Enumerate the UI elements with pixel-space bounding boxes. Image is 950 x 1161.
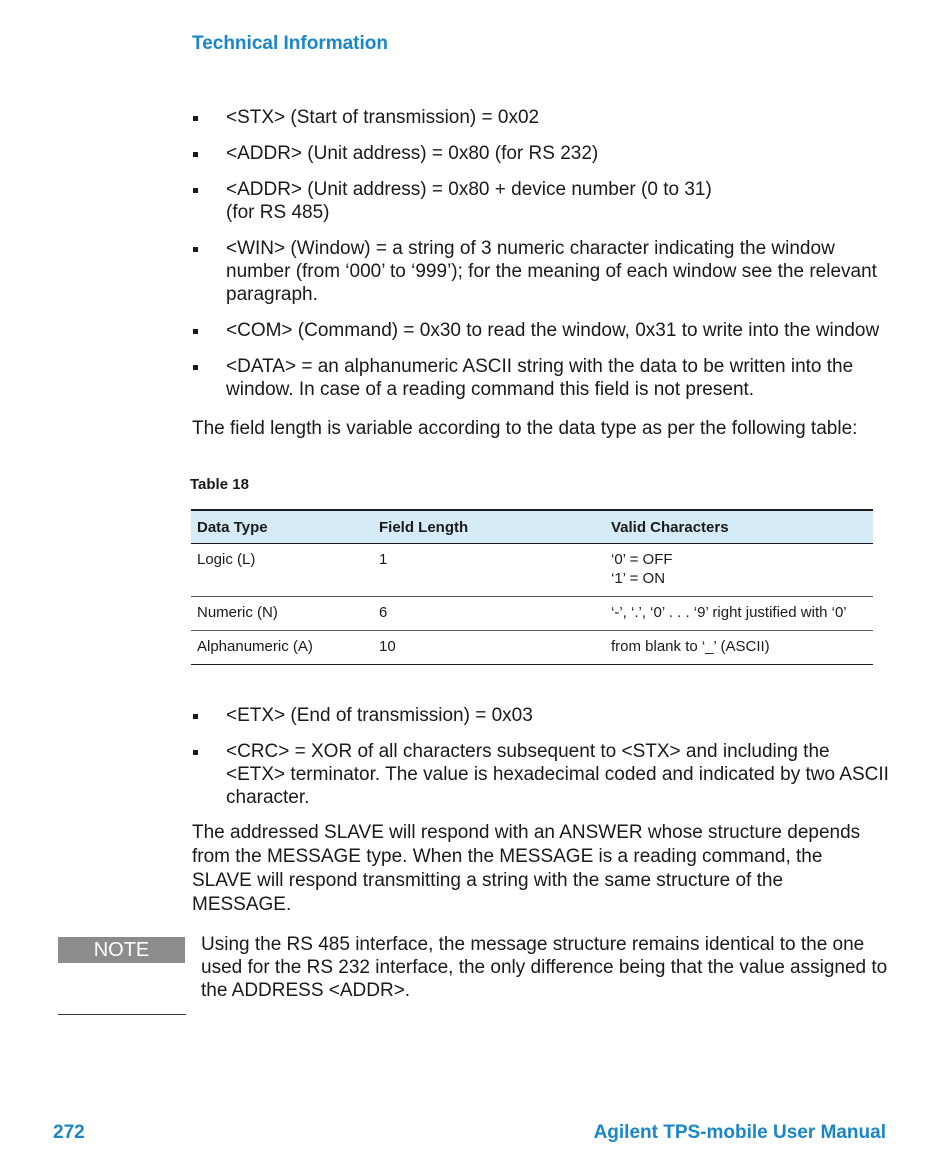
note-label: NOTE: [58, 937, 185, 963]
table-row: [191, 544, 873, 597]
header-field-length: Field Length: [373, 510, 605, 544]
table-header-row: [191, 510, 873, 544]
cell-field-length: 1: [373, 544, 605, 597]
cell-data-type: Logic (L): [191, 544, 373, 597]
answer-paragraph: The addressed SLAVE will respond with an ANSWER whose structure depends from the MESSAGE type. When the MESSAGE is a reading command, the SLAVE will respond transmitting a string with the same structure of the MESSAGE.: [192, 822, 861, 915]
bullet-list-bottom: [192, 704, 892, 822]
note-divider: [58, 1014, 186, 1015]
cell-field-length: 6: [373, 597, 605, 631]
bullet-etx: <ETX> (End of transmission) = 0x03: [192, 704, 892, 727]
bullet-com: <COM> (Command) = 0x30 to read the window, 0x31 to write into the window: [192, 319, 892, 342]
cell-valid-characters: from blank to ‘_’ (ASCII): [605, 631, 873, 665]
cell-field-length: 10: [373, 631, 605, 665]
intro-paragraph: The field length is variable according to the data type as per the following table:: [192, 418, 858, 439]
bullet-addr-rs485: <ADDR> (Unit address) = 0x80 + device number (0 to 31) (for RS 485): [192, 178, 892, 224]
bullet-stx: <STX> (Start of transmission) = 0x02: [192, 106, 892, 129]
bullet-win: <WIN> (Window) = a string of 3 numeric character indicating the window number (from ‘000’ to ‘999’); for the meaning of each window see the relevant paragraph.: [192, 237, 892, 306]
note-text: Using the RS 485 interface, the message structure remains identical to the one used for the RS 232 interface, the only difference being that the value assigned to the ADDRESS <ADDR>.: [201, 934, 888, 1001]
header-data-type: Data Type: [191, 510, 373, 544]
cell-data-type: Numeric (N): [191, 597, 373, 631]
table-row: [191, 631, 873, 665]
bullet-addr-rs232: <ADDR> (Unit address) = 0x80 (for RS 232): [192, 142, 892, 165]
manual-title: Agilent TPS-mobile User Manual: [593, 1122, 886, 1143]
page-number: 272: [53, 1122, 85, 1143]
cell-data-type: Alphanumeric (A): [191, 631, 373, 665]
table-caption: Table 18: [190, 476, 249, 493]
cell-valid-characters: ‘0’ = OFF ‘1’ = ON: [605, 544, 873, 597]
bullet-data: <DATA> = an alphanumeric ASCII string with the data to be written into the window. In case of a reading command this field is not present.: [192, 355, 892, 401]
table-row: [191, 597, 873, 631]
data-type-table: [191, 509, 873, 665]
cell-valid-characters: ‘-’, ‘.’, ‘0’ . . . ‘9’ right justified with ‘0’: [605, 597, 873, 631]
header-valid-characters: Valid Characters: [605, 510, 873, 544]
bullet-crc: <CRC> = XOR of all characters subsequent to <STX> and including the <ETX> terminator. The value is hexadecimal coded and indicated by two ASCII character.: [192, 740, 892, 809]
bullet-list-top: [192, 106, 892, 414]
section-title: Technical Information: [192, 33, 389, 54]
